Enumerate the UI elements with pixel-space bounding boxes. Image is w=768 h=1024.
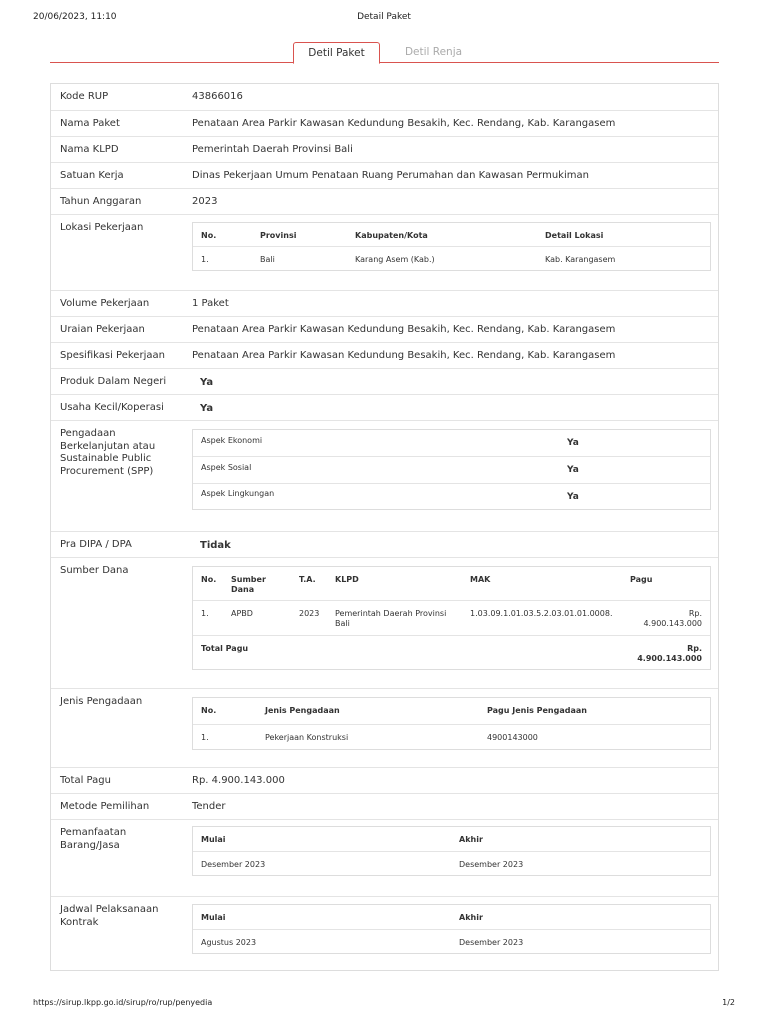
label-volume-pekerjaan: Volume Pekerjaan: [60, 298, 150, 309]
label-satuan-kerja: Satuan Kerja: [60, 170, 124, 181]
jenis-header-pagu: Pagu Jenis Pengadaan: [487, 706, 587, 715]
jadwal-header-row: [193, 905, 710, 929]
value-nama-paket: Penataan Area Parkir Kawasan Kedundung Besakih, Kec. Rendang, Kab. Karangasem: [192, 118, 616, 129]
table-row: [193, 851, 710, 875]
detail-table: [50, 83, 719, 971]
label-tahun-anggaran: Tahun Anggaran: [60, 196, 142, 207]
spp-aspek-lingkungan: Aspek Lingkungan: [201, 489, 275, 498]
sumber-cell-sumber: APBD: [231, 609, 253, 618]
row-sumber-dana: [51, 557, 718, 688]
value-total-pagu: Rp. 4.900.143.000: [192, 775, 285, 786]
value-tahun-anggaran: 2023: [192, 196, 218, 207]
sumber-total-label: Total Pagu: [201, 644, 249, 653]
label-sumber-dana: Sumber Dana: [60, 565, 129, 576]
sumber-header-ta: T.A.: [299, 575, 316, 584]
value-metode-pemilihan: Tender: [192, 801, 226, 812]
lokasi-cell-detail: Kab. Karangasem: [545, 255, 616, 264]
sumber-cell-klpd: Pemerintah Daerah Provinsi Bali: [335, 609, 447, 628]
row-metode-pemilihan: [51, 793, 718, 819]
row-kode-rup: [51, 84, 718, 110]
label-kode-rup: Kode RUP: [60, 91, 109, 102]
row-tahun-anggaran: [51, 188, 718, 214]
lokasi-table: [192, 222, 711, 271]
lokasi-cell-no: 1.: [201, 255, 209, 264]
label-pemanfaatan: Pemanfaatan Barang/Jasa: [60, 827, 127, 851]
sumber-dana-total-row: [193, 635, 710, 669]
jadwal-cell-mulai: Agustus 2023: [201, 938, 257, 947]
print-datetime: 20/06/2023, 11:10: [33, 12, 117, 22]
row-jadwal-kontrak: [51, 896, 718, 970]
pemanfaatan-header-row: [193, 827, 710, 851]
row-spp: [51, 420, 718, 531]
label-nama-paket: Nama Paket: [60, 118, 120, 129]
sumber-header-klpd: KLPD: [335, 575, 359, 584]
label-lokasi-pekerjaan: Lokasi Pekerjaan: [60, 222, 144, 233]
row-satuan-kerja: [51, 162, 718, 188]
pemanfaatan-cell-akhir: Desember 2023: [459, 860, 524, 869]
print-title: Detail Paket: [357, 12, 411, 22]
row-nama-paket: [51, 110, 718, 136]
label-nama-klpd: Nama KLPD: [60, 144, 119, 155]
lokasi-header-provinsi: Provinsi: [260, 231, 297, 240]
sumber-total-value: Rp. 4.900.143.000: [637, 644, 702, 663]
jadwal-header-mulai: Mulai: [201, 913, 226, 922]
sumber-header-no: No.: [201, 575, 217, 584]
jadwal-kontrak-table: [192, 904, 711, 954]
row-usaha-kecil: [51, 394, 718, 420]
label-spp: Pengadaan Berkelanjutan atau Sustainable Public Procurement (SPP): [60, 428, 156, 477]
jenis-cell-jenis: Pekerjaan Konstruksi: [265, 733, 349, 742]
label-produk-dalam-negeri: Produk Dalam Negeri: [60, 376, 167, 387]
table-row: [193, 929, 710, 953]
spp-value-sosial: Ya: [567, 465, 579, 475]
row-volume-pekerjaan: [51, 290, 718, 316]
value-produk-dalam-negeri: Ya: [200, 377, 214, 388]
sumber-header-sumber: Sumber Dana: [231, 575, 266, 594]
lokasi-cell-kabupaten: Karang Asem (Kab.): [355, 255, 435, 264]
sumber-cell-pagu: Rp. 4.900.143.000: [643, 609, 702, 628]
jadwal-header-akhir: Akhir: [459, 913, 483, 922]
value-uraian-pekerjaan: Penataan Area Parkir Kawasan Kedundung Besakih, Kec. Rendang, Kab. Karangasem: [192, 324, 616, 335]
label-jadwal-kontrak: Jadwal Pelaksanaan Kontrak: [60, 904, 159, 928]
value-usaha-kecil: Ya: [200, 403, 214, 414]
label-metode-pemilihan: Metode Pemilihan: [60, 801, 150, 812]
label-uraian-pekerjaan: Uraian Pekerjaan: [60, 324, 145, 335]
sumber-cell-ta: 2023: [299, 609, 320, 618]
jenis-pengadaan-table: [192, 697, 711, 750]
jenis-header-no: No.: [201, 706, 217, 715]
value-volume-pekerjaan: 1 Paket: [192, 298, 229, 309]
pemanfaatan-table: [192, 826, 711, 876]
jenis-header-row: [193, 698, 710, 724]
value-pra-dipa: Tidak: [200, 540, 231, 551]
pemanfaatan-cell-mulai: Desember 2023: [201, 860, 266, 869]
table-row: [193, 246, 710, 270]
lokasi-cell-provinsi: Bali: [260, 255, 275, 264]
lokasi-header-detail: Detail Lokasi: [545, 231, 604, 240]
label-spesifikasi-pekerjaan: Spesifikasi Pekerjaan: [60, 350, 165, 361]
pemanfaatan-header-akhir: Akhir: [459, 835, 483, 844]
row-uraian-pekerjaan: [51, 316, 718, 342]
value-satuan-kerja: Dinas Pekerjaan Umum Penataan Ruang Perumahan dan Kawasan Permukiman: [192, 170, 589, 181]
value-nama-klpd: Pemerintah Daerah Provinsi Bali: [192, 144, 353, 155]
pemanfaatan-header-mulai: Mulai: [201, 835, 226, 844]
spp-table: [192, 429, 711, 510]
spp-value-ekonomi: Ya: [567, 438, 579, 448]
sumber-dana-table: [192, 566, 711, 670]
table-row: [193, 483, 710, 509]
spp-aspek-ekonomi: Aspek Ekonomi: [201, 436, 263, 445]
row-produk-dalam-negeri: [51, 368, 718, 394]
label-jenis-pengadaan: Jenis Pengadaan: [60, 696, 143, 707]
lokasi-header-row: [193, 223, 710, 246]
table-row: [193, 456, 710, 483]
sumber-header-pagu: Pagu: [630, 575, 653, 584]
jenis-cell-pagu: 4900143000: [487, 733, 538, 742]
tab-detil-paket[interactable]: Detil Paket: [293, 42, 380, 64]
value-kode-rup: 43866016: [192, 91, 243, 102]
label-pra-dipa: Pra DIPA / DPA: [60, 539, 132, 550]
sumber-header-mak: MAK: [470, 575, 491, 584]
label-usaha-kecil: Usaha Kecil/Koperasi: [60, 402, 164, 413]
spp-aspek-sosial: Aspek Sosial: [201, 463, 252, 472]
table-row: [193, 430, 710, 456]
row-lokasi-pekerjaan: [51, 214, 718, 290]
spp-value-lingkungan: Ya: [567, 492, 579, 502]
row-total-pagu: [51, 767, 718, 793]
print-header: [33, 12, 735, 26]
table-row: [193, 724, 710, 749]
label-total-pagu: Total Pagu: [60, 775, 111, 786]
row-nama-klpd: [51, 136, 718, 162]
jenis-cell-no: 1.: [201, 733, 209, 742]
value-spesifikasi-pekerjaan: Penataan Area Parkir Kawasan Kedundung Besakih, Kec. Rendang, Kab. Karangasem: [192, 350, 616, 361]
page-number: 1/2: [722, 998, 735, 1007]
sumber-cell-no: 1.: [201, 609, 209, 618]
row-jenis-pengadaan: [51, 688, 718, 767]
sumber-dana-header-row: [193, 567, 710, 600]
print-url: https://sirup.lkpp.go.id/sirup/ro/rup/penyedia: [33, 998, 213, 1007]
row-pemanfaatan: [51, 819, 718, 896]
row-spesifikasi-pekerjaan: [51, 342, 718, 368]
tab-bar: [50, 42, 719, 63]
sumber-cell-mak: 1.03.09.1.01.03.5.2.03.01.01.0008.: [470, 609, 613, 618]
jenis-header-jenis: Jenis Pengadaan: [265, 706, 340, 715]
row-pra-dipa: [51, 531, 718, 557]
jadwal-cell-akhir: Desember 2023: [459, 938, 524, 947]
lokasi-header-kabupaten: Kabupaten/Kota: [355, 231, 428, 240]
table-row: [193, 600, 710, 635]
lokasi-header-no: No.: [201, 231, 217, 240]
tab-detil-renja[interactable]: Detil Renja: [404, 46, 463, 58]
